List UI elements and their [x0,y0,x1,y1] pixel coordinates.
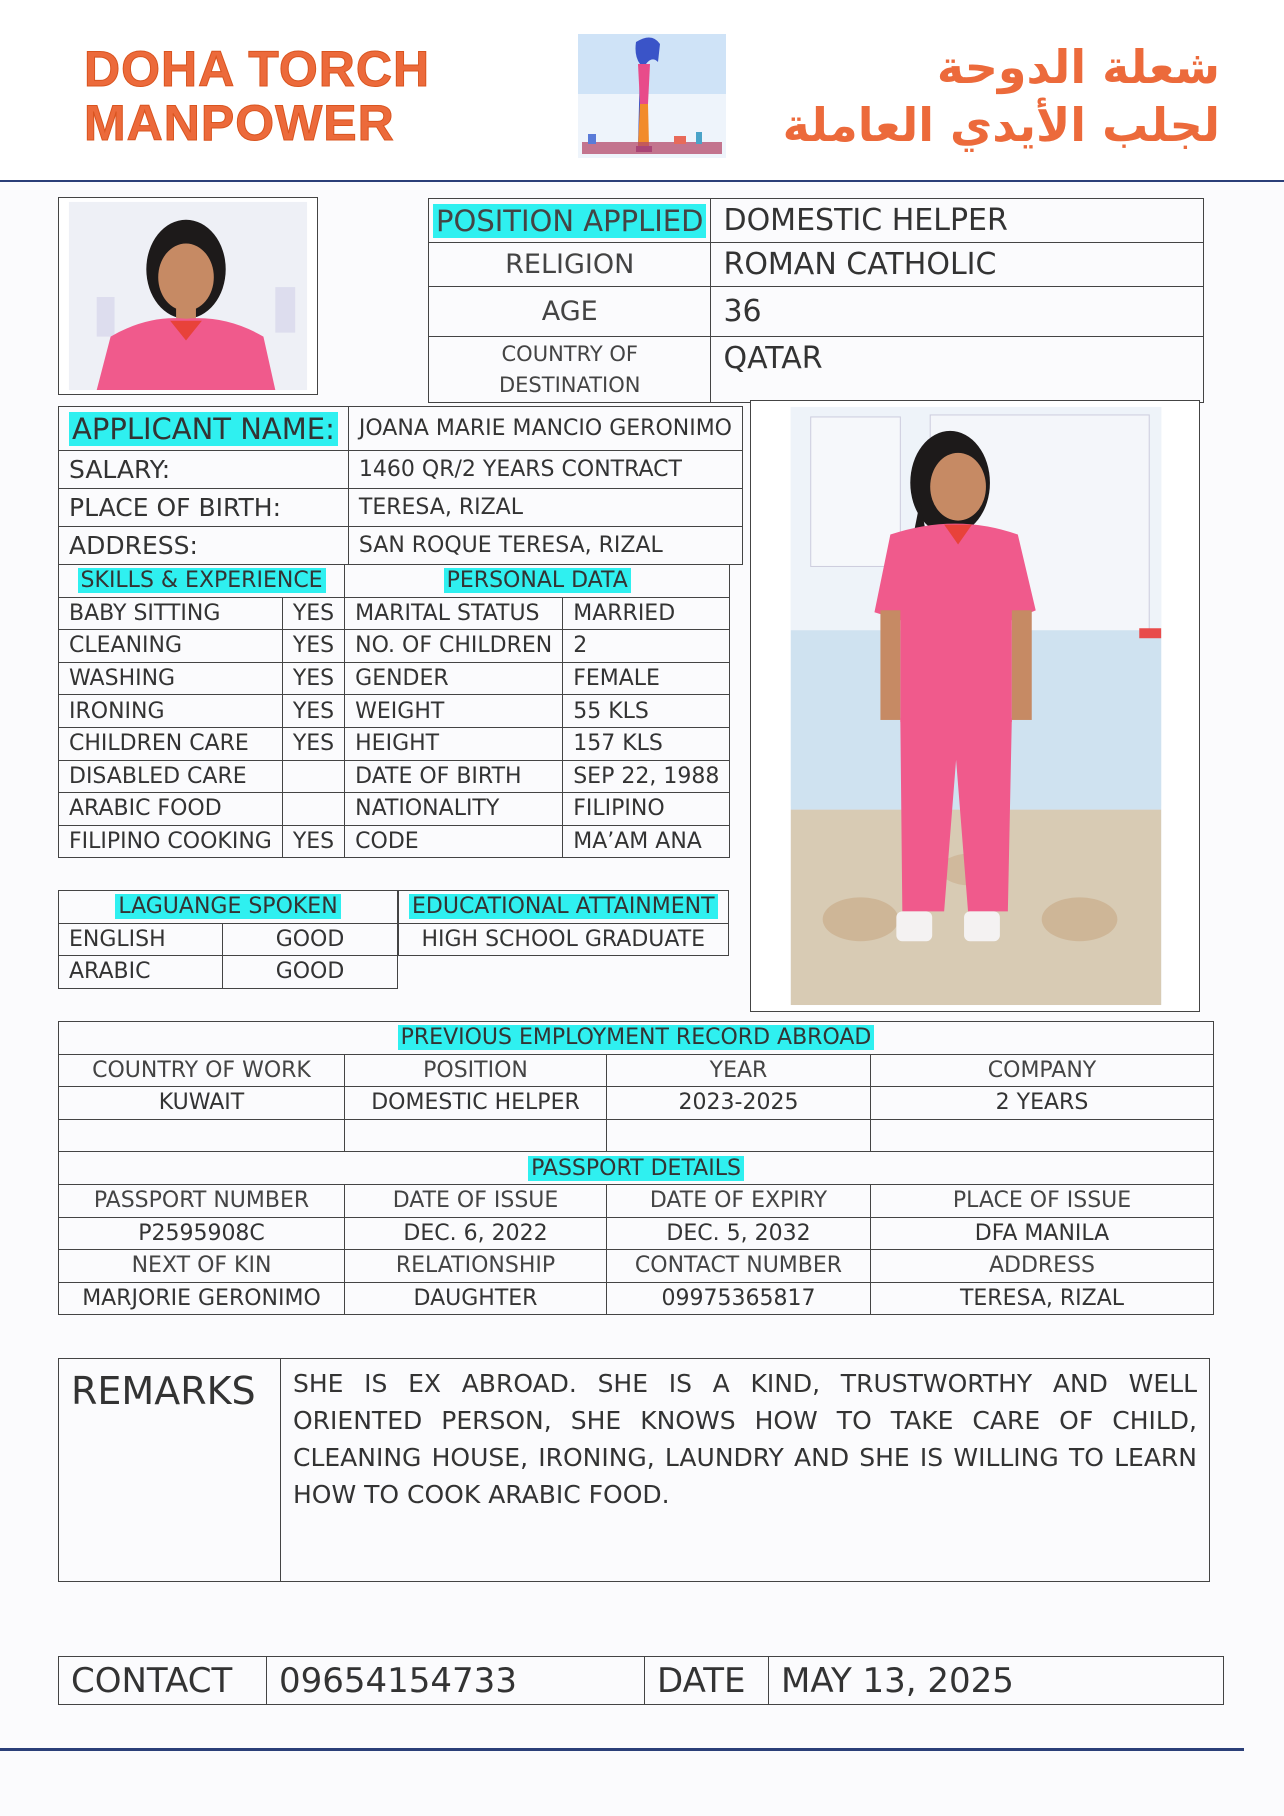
education-value-row [399,923,729,956]
column-header: ADDRESS [871,1250,1214,1283]
personal-value: 2 [563,630,730,663]
age-row [429,287,1204,337]
next-of-kin-name: MARJORIE GERONIMO [59,1282,345,1315]
column-header: RELATIONSHIP [345,1250,607,1283]
previous-employment-heading-row [59,1022,1214,1055]
skill-value: YES [282,695,344,728]
personal-value: 55 KLS [563,695,730,728]
personal-value: MA’AM ANA [563,825,730,858]
column-header: COUNTRY OF WORK [59,1054,345,1087]
personal-label: GENDER [345,662,563,695]
table-row [59,956,398,989]
personal-heading: PERSONAL DATA [345,565,730,598]
religion-row [429,243,1204,287]
applicant-name-value: JOANA MARIE MANCIO GERONIMO [348,407,742,451]
table-row [59,923,398,956]
remarks-row [59,1359,1210,1582]
language-level: GOOD [223,956,398,989]
destination-label-line2: DESTINATION [498,372,641,397]
education-value: HIGH SCHOOL GRADUATE [399,923,729,956]
contact-label: CONTACT [59,1657,267,1705]
table-row [59,597,730,630]
education-heading-row [399,891,729,924]
salary-row [59,451,743,489]
applicant-name-row [59,407,743,451]
personal-value: 157 KLS [563,727,730,760]
previous-employment-heading: PREVIOUS EMPLOYMENT RECORD ABROAD [59,1022,1214,1055]
personal-label: MARITAL STATUS [345,597,563,630]
column-header: CONTACT NUMBER [607,1250,871,1283]
column-header: DATE OF EXPIRY [607,1184,871,1217]
position-table [428,198,1204,403]
skill-value: YES [282,727,344,760]
birthplace-value: TERESA, RIZAL [348,489,742,527]
column-header: YEAR [607,1054,871,1087]
position-row [429,199,1204,243]
company-name-arabic [760,38,1220,154]
company-name-line1: DOHA TORCH [84,41,431,97]
personal-value: MARRIED [563,597,730,630]
education-heading: EDUCATIONAL ATTAINMENT [399,891,729,924]
column-header: PASSPORT NUMBER [59,1184,345,1217]
skill-label: DISABLED CARE [59,760,283,793]
skills-heading: SKILLS & EXPERIENCE [59,565,345,598]
table-cell: KUWAIT [59,1087,345,1120]
personal-value: FEMALE [563,662,730,695]
table-cell [59,1119,345,1152]
column-header: PLACE OF ISSUE [871,1184,1214,1217]
skill-value: YES [282,630,344,663]
footer-divider [0,1748,1244,1751]
employment-passport-table [58,1021,1214,1315]
company-name-arabic-line2: لجلب الأيدي العاملة [782,98,1220,152]
company-name-arabic-line1: شعلة الدوحة [936,40,1220,94]
personal-label: DATE OF BIRTH [345,760,563,793]
destination-row [429,337,1204,403]
personal-label: CODE [345,825,563,858]
next-of-kin-address: TERESA, RIZAL [871,1282,1214,1315]
personal-label: HEIGHT [345,727,563,760]
remarks-text: SHE IS EX ABROAD. SHE IS A KIND, TRUSTWORTHY AND WELL ORIENTED PERSON, SHE KNOWS HOW TO TAKE CARE OF CHILD, CLEANING HOUSE, IRONING, LAUNDRY AND SHE IS WILLING TO LEARN HOW TO COOK ARABIC FOOD. [281,1359,1210,1582]
previous-employment-header-row [59,1054,1214,1087]
contact-number: 09654154733 [267,1657,645,1705]
letterhead [0,0,1284,182]
personal-label: NO. OF CHILDREN [345,630,563,663]
personal-value: SEP 22, 1988 [563,760,730,793]
table-row [59,1119,1214,1152]
section-headings-row [59,565,730,598]
passport-header-row [59,1184,1214,1217]
next-of-kin-contact: 09975365817 [607,1282,871,1315]
table-row [59,1217,1214,1250]
personal-label: WEIGHT [345,695,563,728]
position-applied-value: DOMESTIC HELPER [711,199,1204,243]
religion-label: RELIGION [429,243,711,287]
table-cell [345,1119,607,1152]
table-cell [607,1119,871,1152]
applicant-name-label: APPLICANT NAME: [59,407,349,451]
table-cell: 2 YEARS [871,1087,1214,1120]
passport-number: P2595908C [59,1217,345,1250]
passport-expiry-date: DEC. 5, 2032 [607,1217,871,1250]
skill-value [282,760,344,793]
skill-label: BABY SITTING [59,597,283,630]
table-row [59,825,730,858]
address-label: ADDRESS: [59,527,349,565]
passport-heading: PASSPORT DETAILS [59,1152,1214,1185]
skill-value: YES [282,662,344,695]
kin-header-row [59,1250,1214,1283]
salary-label: SALARY: [59,451,349,489]
birthplace-row [59,489,743,527]
table-cell [871,1119,1214,1152]
table-row [59,727,730,760]
language-level: GOOD [223,923,398,956]
personal-value: FILIPINO [563,793,730,826]
language-heading: LAGUANGE SPOKEN [59,891,398,924]
destination-value: QATAR [711,337,1204,403]
applicant-portrait-photo [58,197,318,395]
skill-label: ARABIC FOOD [59,793,283,826]
language-label: ENGLISH [59,923,223,956]
skill-value [282,793,344,826]
skill-label: FILIPINO COOKING [59,825,283,858]
birthplace-label: PLACE OF BIRTH: [59,489,349,527]
torch-tower-logo [578,34,726,158]
passport-issue-date: DEC. 6, 2022 [345,1217,607,1250]
education-table [398,890,729,956]
company-name-line2: MANPOWER [84,95,395,151]
skill-label: CHILDREN CARE [59,727,283,760]
language-table [58,890,398,989]
salary-value: 1460 QR/2 YEARS CONTRACT [348,451,742,489]
remarks-table [58,1358,1210,1582]
address-value: SAN ROQUE TERESA, RIZAL [348,527,742,565]
address-row [59,527,743,565]
table-row [59,1282,1214,1315]
passport-place-of-issue: DFA MANILA [871,1217,1214,1250]
next-of-kin-relationship: DAUGHTER [345,1282,607,1315]
religion-value: ROMAN CATHOLIC [711,243,1204,287]
column-header: NEXT OF KIN [59,1250,345,1283]
table-row [59,695,730,728]
applicant-table [58,406,743,565]
destination-label-line1: COUNTRY OF [501,341,638,366]
company-name-english [84,42,430,150]
applicant-full-body-photo [750,400,1200,1012]
skills-personal-table [58,564,730,858]
date-label: DATE [645,1657,769,1705]
contact-row [59,1657,1224,1705]
date-value: MAY 13, 2025 [769,1657,1224,1705]
column-header: COMPANY [871,1054,1214,1087]
table-cell: DOMESTIC HELPER [345,1087,607,1120]
column-header: DATE OF ISSUE [345,1184,607,1217]
table-row [59,760,730,793]
column-header: POSITION [345,1054,607,1087]
table-row [59,793,730,826]
language-label: ARABIC [59,956,223,989]
table-row [59,662,730,695]
skill-value: YES [282,597,344,630]
destination-label [429,337,711,403]
table-row [59,1087,1214,1120]
remarks-label: REMARKS [59,1359,281,1582]
contact-table [58,1656,1224,1705]
passport-heading-row [59,1152,1214,1185]
age-value: 36 [711,287,1204,337]
table-row [59,630,730,663]
language-heading-row [59,891,398,924]
age-label: AGE [429,287,711,337]
table-cell: 2023-2025 [607,1087,871,1120]
skill-label: IRONING [59,695,283,728]
skill-label: WASHING [59,662,283,695]
personal-label: NATIONALITY [345,793,563,826]
skill-label: CLEANING [59,630,283,663]
skill-value: YES [282,825,344,858]
position-applied-label: POSITION APPLIED [429,199,711,243]
